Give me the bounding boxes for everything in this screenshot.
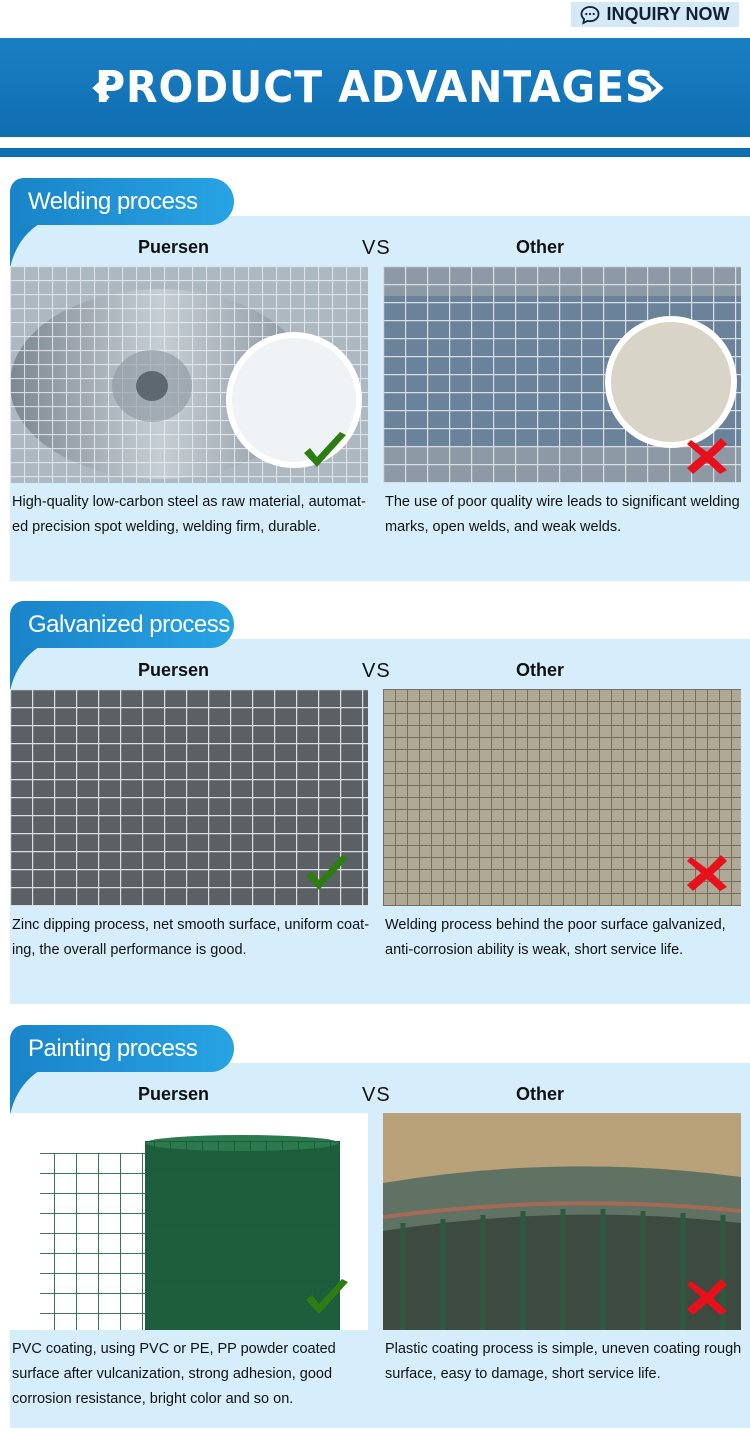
tab-tail [10,218,70,268]
cross-icon [687,855,727,891]
right-description: The use of poor quality wire leads to significant welding marks, open welds, and weak welds. [385,494,740,535]
tab-tail [10,641,70,691]
right-description: Plastic coating process is simple, uneven coating rough surface, easy to damage, short service life. [385,1341,742,1382]
check-icon [304,1278,350,1318]
section-title: Painting process [10,1025,234,1072]
cross-icon [687,1279,727,1315]
vs-label: VS [362,237,391,259]
left-description: High-quality low-carbon steel as raw material, automat-ed precision spot welding, welding firm, durable. [12,494,366,535]
vs-label: VS [362,660,391,682]
puersen-galvanized-photo [10,689,368,906]
check-icon [302,431,348,471]
left-label: Puersen [138,660,210,680]
puersen-painting-photo [10,1113,368,1330]
left-label: Puersen [138,1084,210,1104]
left-label: Puersen [138,237,210,257]
right-label: Other [516,237,565,257]
banner-divider [0,148,750,157]
chat-bubble-icon [580,5,600,25]
other-welding-photo [383,266,741,483]
tab-tail [10,1065,70,1115]
cross-icon [687,438,727,474]
check-icon [304,854,350,894]
inquiry-now-button[interactable] [571,2,739,27]
vs-label: VS [362,1084,391,1106]
left-description: Zinc dipping process, net smooth surface, uniform coat-ing, the overall performance is good. [12,917,370,958]
section-painting [0,1025,750,1407]
puersen-welding-photo [10,266,368,483]
inquiry-label: INQUIRY NOW [606,4,730,24]
chevron-right-icon[interactable] [640,74,668,102]
right-description: Welding process behind the poor surface galvanized, anti-corrosion ability is weak, short service life. [385,917,726,958]
left-description: PVC coating, using PVC or PE, PP powder coated surface after vulcanization, strong adhesion, good corrosion resistance, bright color and so on. [12,1341,336,1407]
section-galvanized [0,601,750,966]
section-title: Welding process [10,178,234,225]
right-label: Other [516,1084,565,1104]
right-label: Other [516,660,565,680]
section-title: Galvanized process [10,601,234,648]
other-painting-photo [383,1113,741,1330]
banner [0,38,750,137]
other-galvanized-photo [383,689,741,906]
banner-title: PRODUCT ADVANTAGES [94,62,656,113]
section-welding [0,178,750,543]
